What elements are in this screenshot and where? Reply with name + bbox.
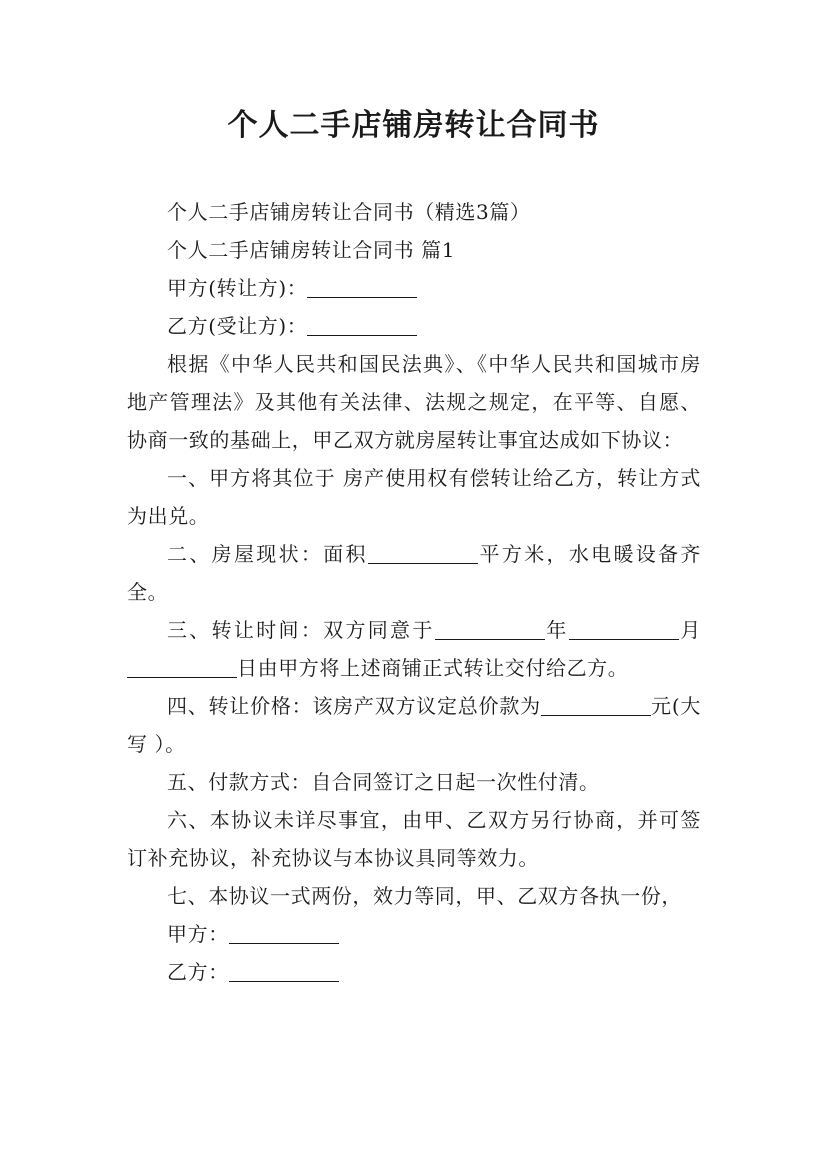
- clause-2-part-a: 二、房屋现状：面积: [167, 542, 368, 566]
- party-a-label: 甲方(转让方)：: [167, 276, 308, 300]
- clause-6: 六、本协议未详尽事宜，由甲、乙双方另行协商，并可签订补充协议，补充协议与本协议具同等效力。: [127, 808, 701, 870]
- sign-a-blank: [229, 921, 339, 944]
- party-b-label: 乙方(受让方)：: [167, 314, 308, 338]
- clause-3-part-a: 三、转让时间：双方同意于: [167, 618, 435, 642]
- intro-paragraph: 根据《中华人民共和国民法典》、《中华人民共和国城市房地产管理法》及其他有关法律、法规之规定，在平等、自愿、协商一致的基础上，甲乙双方就房屋转让事宜达成如下协议：: [127, 352, 701, 452]
- party-a-line: [127, 269, 701, 307]
- sign-b-line: [127, 953, 701, 991]
- clause-1: 一、甲方将其位于 房产使用权有偿转让给乙方，转让方式为出兑。: [127, 466, 701, 528]
- party-a-blank: [307, 275, 417, 298]
- clause-3-month: 月: [678, 618, 701, 642]
- document-title: 个人二手店铺房转让合同书: [227, 108, 600, 143]
- document-body: [127, 193, 701, 991]
- month-blank: [569, 617, 679, 640]
- sign-a-line: [127, 915, 701, 953]
- clause-3-year: 年: [544, 618, 569, 642]
- section-heading: 个人二手店铺房转让合同书 篇1: [167, 238, 456, 262]
- area-blank: [368, 541, 478, 564]
- clause-3: [127, 611, 701, 687]
- clause-2: [127, 535, 701, 611]
- clause-7: 七、本协议一式两份，效力等同，甲、乙双方各执一份，: [167, 884, 682, 908]
- clause-2-part-b: 平方米，水电暖设备齐全。: [127, 542, 701, 604]
- sign-a-label: 甲方：: [167, 922, 229, 946]
- subtitle: 个人二手店铺房转让合同书（精选3篇）: [167, 200, 531, 224]
- sign-b-label: 乙方：: [167, 960, 229, 984]
- clause-3-part-d: 日由甲方将上述商铺正式转让交付给乙方。: [237, 656, 629, 680]
- year-blank: [435, 617, 545, 640]
- day-blank: [127, 655, 237, 678]
- clause-4-part-a: 四、转让价格：该房产双方议定总价款为: [167, 694, 541, 718]
- party-b-blank: [307, 313, 417, 336]
- clause-4-part-b: 元(大写 ）。: [127, 694, 701, 756]
- party-b-line: [127, 307, 701, 345]
- sign-b-blank: [229, 959, 339, 982]
- clause-5: 五、付款方式：自合同签订之日起一次性付清。: [167, 770, 600, 794]
- clause-4: [127, 687, 701, 763]
- price-blank: [541, 693, 651, 716]
